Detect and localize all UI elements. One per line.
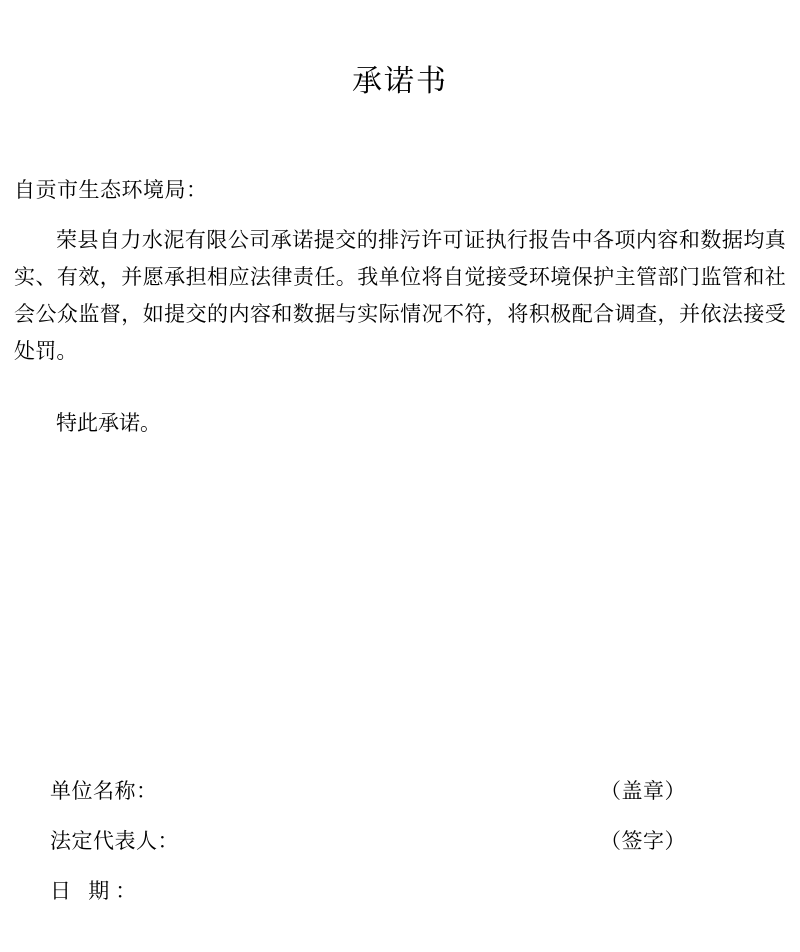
legal-representative-sign-note: （签字） [600, 829, 686, 853]
date-label: 日 期： [50, 879, 143, 903]
body-paragraph: 荣县自力水泥有限公司承诺提交的排污许可证执行报告中各项内容和数据均真实、有效，并愿承担相应法律责任。我单位将自觉接受环境保护主管部门监管和社会公众监督，如提交的内容和数据与实际情况不符，将积极配合调查，并依法接受处罚。 [14, 228, 786, 363]
signature-row-company [0, 775, 800, 825]
closing-block [14, 405, 786, 442]
page-title: 承诺书 [352, 65, 448, 98]
company-name-label: 单位名称： [50, 779, 158, 803]
signature-row-date [0, 875, 800, 925]
company-seal-note: （盖章） [600, 779, 686, 803]
legal-representative-label: 法定代表人： [50, 829, 179, 853]
signature-block [0, 775, 800, 925]
closing-paragraph: 特此承诺。 [56, 411, 161, 435]
body-paragraph-block [14, 222, 786, 370]
signature-row-legal-representative [0, 825, 800, 875]
addressee-line: 自贡市生态环境局： [14, 178, 208, 202]
